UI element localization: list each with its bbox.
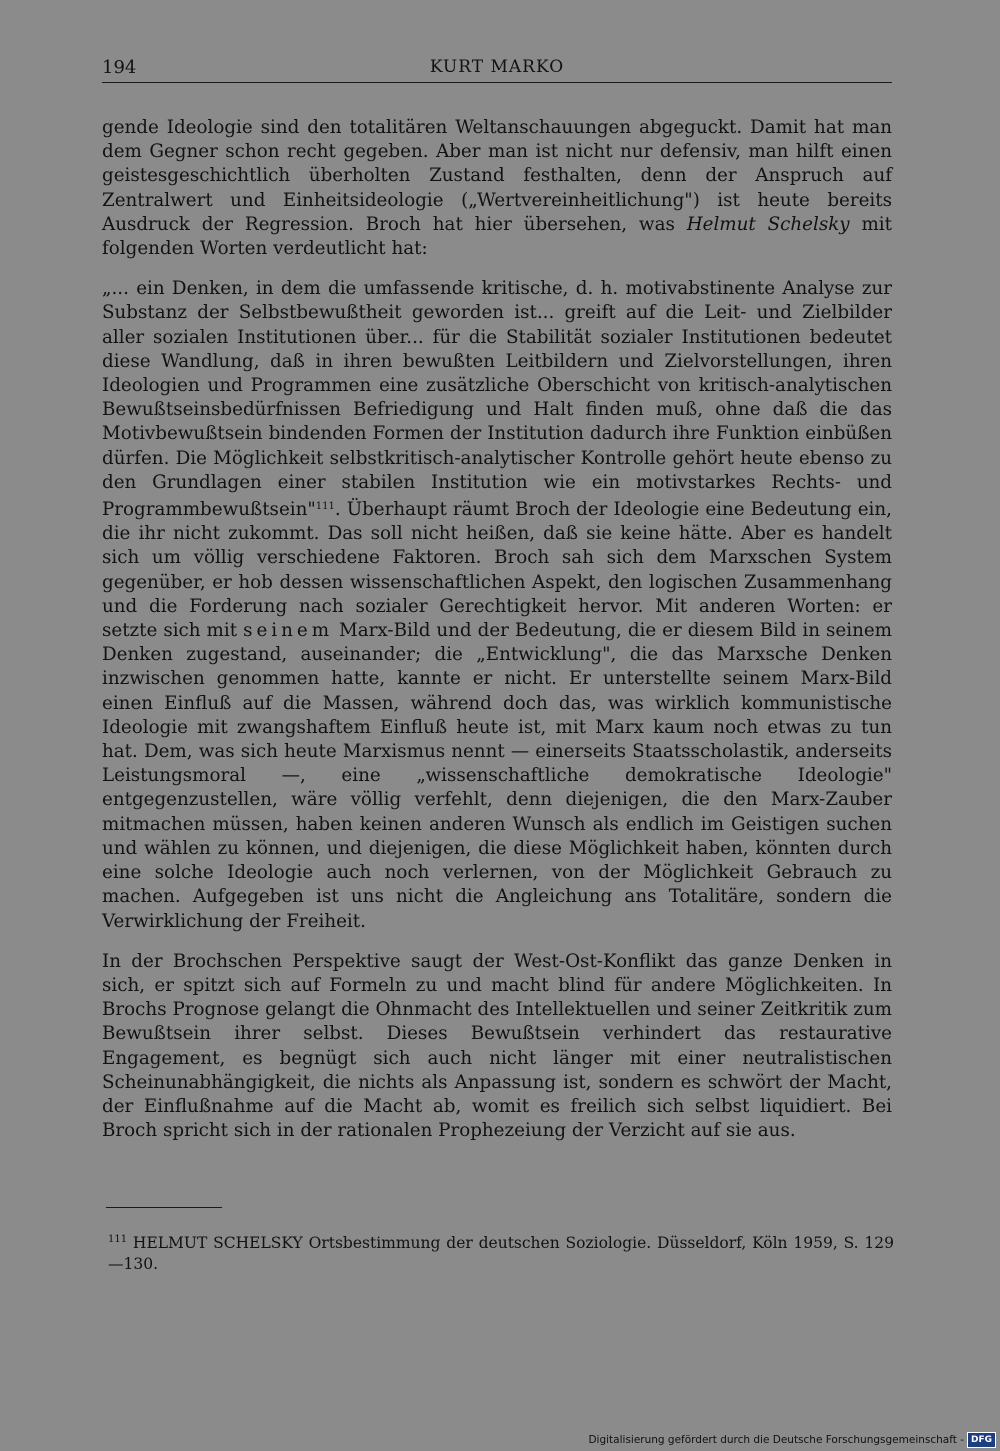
paragraph-continuation-end: Marx-Bild und der Bedeutung, die er diesem Bild in seinem Denken zugestand, auseinander; die „Entwicklung", die das Marxsche Denken inzwischen genommen hatte, kannte er nicht. Er unterstellte seinem Marx-Bild einen Einfluß auf die Massen, während doch das, was wirklich kommunistische Ideologie mit zwangshaftem Einfluß heute ist, mit Marx kaum noch etwas zu tun hat. Dem, was sich heute Marxismus nennt — einerseits Staatsscholastik, anderseits Leistungsmoral —, eine „wissenschaftliche demokratische Ideologie" entgegenzustellen, wäre völlig verfehlt, denn diejenigen, die den Marx-Zauber mitmachen müssen, haben keinen anderen Wunsch als endlich im Geistigen suchen und wählen zu können, und diejenigen, die diese Möglichkeit haben, könnten durch eine solche Ideologie auch noch verlernen, von der Möglichkeit Gebrauch zu machen. Aufgegeben ist uns nicht die Angleichung ans Totalitäre, sondern die Verwirklichung der Freiheit. <box>102 620 893 932</box>
footnote-number: 111 <box>108 1234 128 1245</box>
paragraph-quote <box>102 277 892 933</box>
dfg-logo-icon: DFG <box>967 1432 996 1448</box>
footnote-reference: 111 <box>315 501 335 513</box>
paragraph-intro-text: gende Ideologie sind den totalitären Weltanschauungen abgeguckt. Damit hat man dem Gegner schon recht gegeben. Aber man ist nicht nur defensiv, man hilft einen geistesgeschichtlich überholten Zustand festhalten, denn der Anspruch auf Zentralwert und Einheitsideologie („Wertvereinheitlichung") ist heute bereits Ausdruck der Regression. Broch hat hier übersehen, was <box>102 117 892 235</box>
author-name-italic: Helmut Schelsky <box>686 213 850 235</box>
digitization-footer <box>588 1432 996 1447</box>
running-head <box>102 57 892 83</box>
footnote-rule <box>106 1207 222 1208</box>
footnote <box>108 1229 894 1275</box>
body-text <box>102 116 892 1143</box>
footnote-text: HELMUT SCHELSKY Ortsbestimmung der deutschen Soziologie. Düsseldorf, Köln 1959, S. 129—130. <box>108 1234 894 1273</box>
paragraph-intro-end: mit folgenden Worten verdeutlicht hat: <box>102 213 892 260</box>
paragraph-intro <box>102 116 892 261</box>
quote-text: „... ein Denken, in dem die umfassende kritische, d. h. motivabstinente Analyse zur Substanz der Selbstbewußtheit geworden ist... greift auf die Leit- und Zielbilder aller sozialen Institutionen über... für die Stabilität sozialer Institutionen bedeutet diese Wandlung, daß in ihren bewußten Leitbildern und Zielvorstellungen, ihren Ideologien und Programmen eine zusätzliche Oberschicht von kritisch-analytischen Bewußtseinsbedürfnissen Befriedigung und Halt finden muß, ohne daß die das Motivbewußtsein bindenden Formen der Institution dadurch ihre Funktion einbüßen dürfen. Die Möglichkeit selbstkritisch-analytischer Kontrolle gehört heute ebenso zu den Grundlagen einer stabilen Institution wie ein motivstarkes Rechts- und Programmbewußtsein" <box>102 278 892 521</box>
digitization-footer-text: Digitalisierung gefördert durch die Deutsche Forschungsgemeinschaft - <box>588 1433 964 1446</box>
page-number: 194 <box>102 57 137 78</box>
running-title: KURT MARKO <box>429 57 565 77</box>
header-rule <box>102 82 892 83</box>
paragraph-conclusion: In der Brochschen Perspektive saugt der West-Ost-Konflikt das ganze Denken in sich, er spitzt sich auf Formeln zu und macht blind für andere Möglichkeiten. In Brochs Prognose gelangt die Ohnmacht des Intellektuellen und seiner Zeitkritik zum Bewußtsein ihrer selbst. Dieses Bewußtsein verhindert das restaurative Engagement, es begnügt sich auch nicht länger mit einer neutralistischen Scheinunabhängigkeit, die nichts als Anpassung ist, sondern es schwört der Macht, der Einflußnahme auf die Macht ab, womit es freilich sich selbst liquidiert. Bei Broch spricht sich in der rationalen Prophezeiung der Verzicht auf sie aus. <box>102 950 892 1142</box>
paragraph-continuation: . Überhaupt räumt Broch der Ideologie eine Bedeutung ein, die ihr nicht zukommt. Das soll nicht heißen, daß sie keine hätte. Aber es handelt sich um völlig verschiedene Faktoren. Broch sah sich dem Marxschen System gegenüber, er hob dessen wissenschaftlichen Aspekt, den logischen Zusammenhang und die Forderung nach sozialer Gerechtigkeit hervor. Mit anderen Worten: er setzte sich mit <box>102 499 892 642</box>
spaced-emphasis: seinem <box>243 620 334 642</box>
